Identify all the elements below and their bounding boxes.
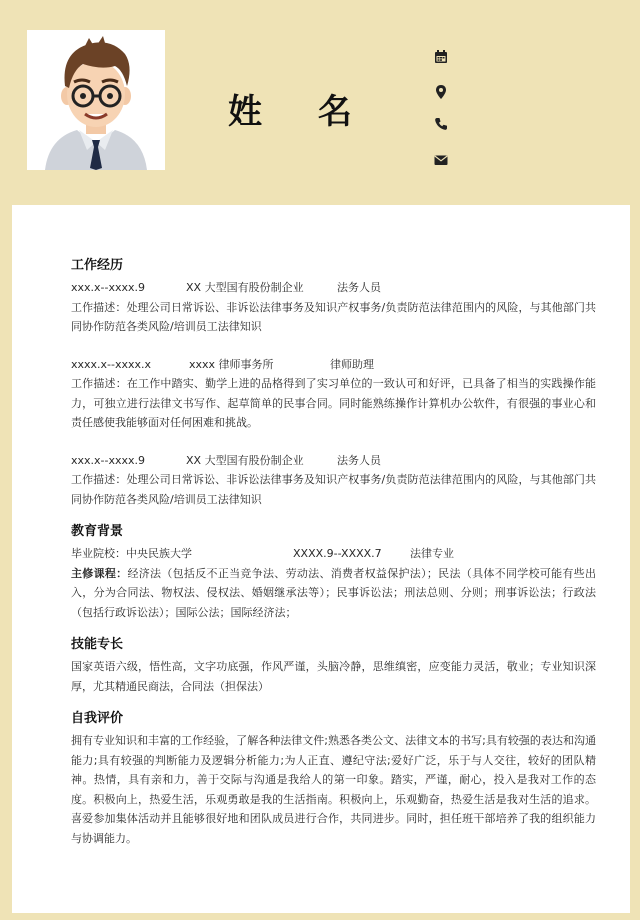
avatar [27,30,165,170]
header [0,0,640,205]
job-header [71,278,596,298]
skills-text: 国家英语六级，悟性高，文字功底强，作风严谨，头脑冷静，思维缜密，应变能力灵活，敬业；专业知识深厚，尤其精通民商法，合同法（担保法） [71,660,596,693]
job-role: 法务人员 [337,453,381,467]
resume-body [12,205,630,913]
job-company: xxxx 律师事务所 [189,357,274,371]
job-period: xxx.x--xxxx.9 [71,453,146,467]
avatar-illustration [27,30,165,170]
courses-label: 主修课程： [71,566,128,580]
job-description: 工作描述：处理公司日常诉讼、非诉讼法律事务及知识产权事务/负责防范法律范围内的风险，与其他部门共同协作防范各类风险/培训员工法律知识 [71,300,596,333]
job-description: 工作描述：在工作中踏实、勤学上进的品格得到了实习单位的一致认可和好评，已具备了相当的实践操作能力，可独立进行法律文书写作、起草简单的民事合同。同时能熟练操作计算机办公软件，有很强的事业心和责任感使我能够面对任何困难和挑战。 [71,377,596,429]
resume-content [71,257,596,848]
job-role: 法务人员 [337,281,381,294]
job-entry [71,355,596,433]
education-school: 毕业院校：中央民族大学 [71,547,192,560]
job-company: XX 大型国有股份制企业 [186,281,304,294]
education-courses [71,564,596,623]
location-pin-icon [433,84,449,100]
section-title-education: 教育背景 [71,524,124,539]
mail-icon [433,152,449,168]
job-entry [71,451,596,510]
job-company: XX 大型国有股份制企业 [186,453,304,467]
section-title-work: 工作经历 [71,258,124,273]
section-title-skills: 技能专长 [71,637,124,652]
section-title-self-evaluation: 自我评价 [71,711,124,726]
job-entry [71,278,596,337]
job-period: xxxx.x--xxxx.x [71,357,152,371]
job-description: 工作描述：处理公司日常诉讼、非诉讼法律事务及知识产权事务/负责防范法律范围内的风险，与其他部门共同协作防范各类风险/培训员工法律知识 [71,473,596,506]
job-header [71,451,596,471]
education-period: XXXX.9--XXXX.7 [293,547,382,560]
calendar-icon [433,49,449,65]
name-heading: 姓 名 [228,92,374,132]
job-header [71,355,596,375]
job-period: xxx.x--xxxx.9 [71,281,146,294]
education-major: 法律专业 [410,547,454,560]
self-evaluation-text: 拥有专业知识和丰富的工作经验，了解各种法律文件;熟悉各类公文、法律文本的书写;具有较强的表达和沟通能力;具有较强的判断能力及逻辑分析能力;为人正直、遵纪守法;爱好广泛，乐于与人交往，较好的团队精神。热情，具有亲和力，善于交际与沟通是我给人的第一印象。踏实，严谨，耐心，投入是我对工作的态度。积极向上，热爱生活，乐观勇敢是我的生活指南。积极向上，乐观勤奋，热爱生活是我对生活的追求。喜爱参加集体活动并且能够很好地和团队成员进行合作，共同进步。同时，担任班干部培养了我的组织能力与协调能力。 [71,734,596,845]
job-role: 律师助理 [330,357,374,371]
education-header [71,544,596,564]
phone-icon [433,116,449,132]
courses-text: 经济法（包括反不正当竞争法、劳动法、消费者权益保护法）；民法（具体不同学校可能有些出入，分为合同法、物权法、侵权法、婚姻继承法等）；民事诉讼法；刑法总则、分则；刑事诉讼法；行政法（包括行政诉讼法）；国际公法；国际经济法； [71,566,596,619]
